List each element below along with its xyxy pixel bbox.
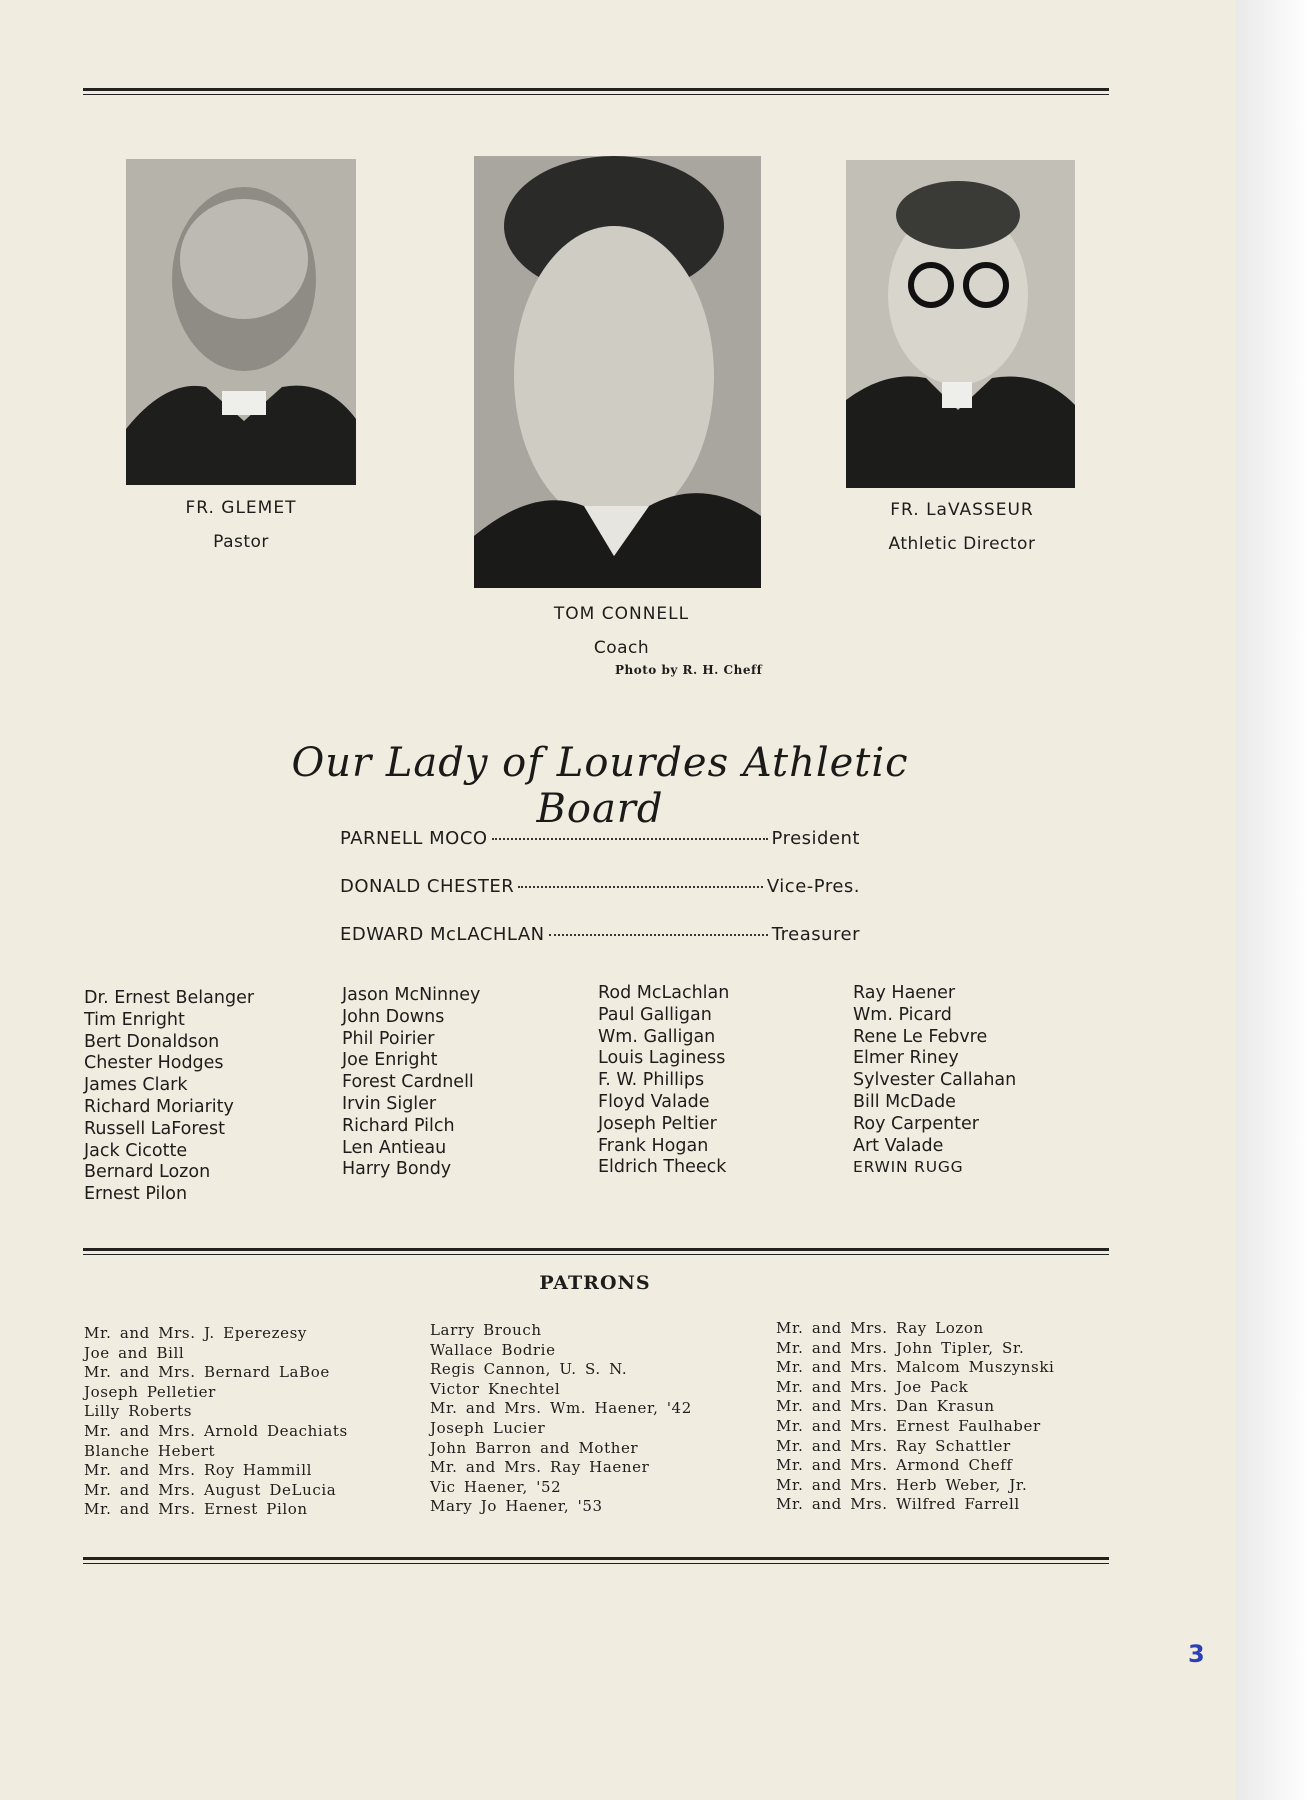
staff-role: Pastor (213, 532, 269, 552)
member-name: John Downs (342, 1006, 445, 1027)
patron-name: Mr. and Mrs. Roy Hammill (84, 1461, 312, 1480)
caption-fr-glemet (126, 498, 356, 552)
member-name: Paul Galligan (598, 1004, 712, 1025)
member-name: Jason McNinney (342, 985, 481, 1005)
member-name: Bert Donaldson (84, 1031, 220, 1052)
patron-name: Larry Brouch (430, 1321, 542, 1339)
patron-name: Mr. and Mrs. Ray Haener (430, 1458, 650, 1477)
patron-name: Mr. and Mrs. Dan Krasun (776, 1397, 995, 1416)
patron-name: Mr. and Mrs. John Tipler, Sr. (776, 1338, 1025, 1357)
patron-name: Mr. and Mrs. Armond Cheff (776, 1456, 1013, 1475)
member-name: Len Antieau (342, 1137, 447, 1158)
staff-name: FR. GLEMET (185, 498, 297, 518)
member-name: Frank Hogan (598, 1135, 709, 1156)
leader-dots (518, 886, 763, 888)
patron-name: Joseph Pelletier (84, 1382, 216, 1401)
member-name: Irvin Sigler (342, 1093, 437, 1114)
patron-name: Joe and Bill (84, 1343, 185, 1362)
member-name: Rod McLachlan (598, 983, 730, 1003)
patron-name: Joseph Lucier (430, 1418, 546, 1437)
officer-row (340, 924, 860, 945)
member-name: Richard Moriarity (84, 1096, 234, 1117)
patron-name: Mr. and Mrs. August DeLucia (84, 1480, 337, 1499)
members-column (598, 983, 848, 1179)
member-name: Dr. Ernest Belanger (84, 988, 255, 1008)
officer-row (340, 828, 860, 849)
photo-fr-glemet (126, 159, 356, 485)
officer-title: President (771, 828, 860, 849)
member-name: James Clark (84, 1075, 188, 1096)
member-name: Art Valade (853, 1135, 944, 1156)
member-name: Wm. Galligan (598, 1026, 716, 1047)
member-name: Joseph Peltier (598, 1113, 717, 1134)
member-name: Floyd Valade (598, 1091, 710, 1112)
patron-name: Wallace Bodrie (430, 1340, 556, 1359)
member-name: Elmer Riney (853, 1048, 959, 1069)
top-rule (83, 88, 1109, 95)
leader-dots (549, 934, 768, 936)
photo-tom-connell (474, 156, 761, 588)
officer-name: PARNELL MOCO (340, 828, 488, 849)
member-name: ERWIN RUGG (853, 1158, 964, 1177)
photo-credit: Photo by R. H. Cheff (615, 663, 763, 677)
patrons-column (430, 1321, 760, 1517)
athletic-board-title: Our Lady of Lourdes Athletic Board (291, 740, 909, 832)
member-name: Bill McDade (853, 1091, 956, 1112)
member-name: Roy Carpenter (853, 1113, 979, 1134)
patron-name: Mr. and Mrs. Wm. Haener, '42 (430, 1399, 692, 1418)
officer-name: EDWARD McLACHLAN (340, 924, 545, 945)
page-number: 3 (1188, 1640, 1205, 1668)
patron-name: Mr. and Mrs. Ray Schattler (776, 1436, 1011, 1455)
member-name: Jack Cicotte (84, 1140, 188, 1161)
patron-name: Regis Cannon, U. S. N. (430, 1360, 628, 1379)
member-name: F. W. Phillips (598, 1070, 705, 1091)
officer-title: Vice-Pres. (766, 876, 860, 897)
caption-fr-lavasseur (846, 500, 1078, 554)
staff-role: Athletic Director (888, 534, 1036, 554)
patron-name: Blanche Hebert (84, 1441, 216, 1460)
patron-name: Mr. and Mrs. Ernest Faulhaber (776, 1416, 1041, 1435)
leader-dots (492, 838, 768, 840)
members-column (84, 988, 334, 1206)
patron-name: Mr. and Mrs. Herb Weber, Jr. (776, 1475, 1028, 1494)
patron-name: Vic Haener, '52 (430, 1477, 562, 1496)
patron-name: John Barron and Mother (430, 1438, 639, 1457)
staff-name: TOM CONNELL (553, 604, 690, 624)
patron-name: Lilly Roberts (84, 1402, 193, 1421)
officer-name: DONALD CHESTER (340, 876, 515, 897)
middle-rule (83, 1248, 1109, 1255)
patron-name: Victor Knechtel (430, 1379, 561, 1398)
member-name: Forest Cardnell (342, 1072, 474, 1093)
patrons-column (776, 1319, 1106, 1515)
member-name: Chester Hodges (84, 1053, 224, 1074)
bottom-rule (83, 1557, 1109, 1564)
officer-row (340, 876, 860, 897)
patron-name: Mr. and Mrs. Arnold Deachiats (84, 1421, 348, 1440)
patrons-title: PATRONS (539, 1272, 651, 1294)
member-name: Richard Pilch (342, 1115, 455, 1136)
member-name: Tim Enright (84, 1009, 185, 1030)
member-name: Bernard Lozon (84, 1162, 211, 1183)
patrons-column (84, 1324, 414, 1520)
patron-name: Mr. and Mrs. Bernard LaBoe (84, 1363, 330, 1382)
officer-title: Treasurer (771, 924, 860, 945)
member-name: Louis Laginess (598, 1048, 726, 1069)
patron-name: Mr. and Mrs. Wilfred Farrell (776, 1495, 1020, 1514)
patron-name: Mr. and Mrs. J. Eperezesy (84, 1324, 307, 1342)
members-column (342, 985, 592, 1181)
photo-fr-lavasseur (846, 160, 1075, 488)
caption-tom-connell (474, 604, 769, 658)
member-name: Harry Bondy (342, 1159, 452, 1180)
members-column (853, 983, 1103, 1179)
staff-name: FR. LaVASSEUR (890, 500, 1034, 520)
member-name: Eldrich Theeck (598, 1157, 727, 1178)
patron-name: Mr. and Mrs. Ray Lozon (776, 1319, 984, 1337)
member-name: Wm. Picard (853, 1004, 952, 1025)
member-name: Rene Le Febvre (853, 1026, 988, 1047)
patron-name: Mr. and Mrs. Malcom Muszynski (776, 1358, 1055, 1377)
member-name: Ernest Pilon (84, 1184, 188, 1205)
member-name: Russell LaForest (84, 1118, 225, 1139)
page-edge (1236, 0, 1310, 1800)
member-name: Ray Haener (853, 983, 956, 1003)
member-name: Phil Poirier (342, 1028, 435, 1049)
patron-name: Mary Jo Haener, '53 (430, 1497, 603, 1516)
member-name: Joe Enright (342, 1050, 438, 1071)
staff-role: Coach (593, 638, 650, 658)
member-name: Sylvester Callahan (853, 1070, 1017, 1091)
patron-name: Mr. and Mrs. Joe Pack (776, 1377, 969, 1396)
patron-name: Mr. and Mrs. Ernest Pilon (84, 1500, 308, 1519)
